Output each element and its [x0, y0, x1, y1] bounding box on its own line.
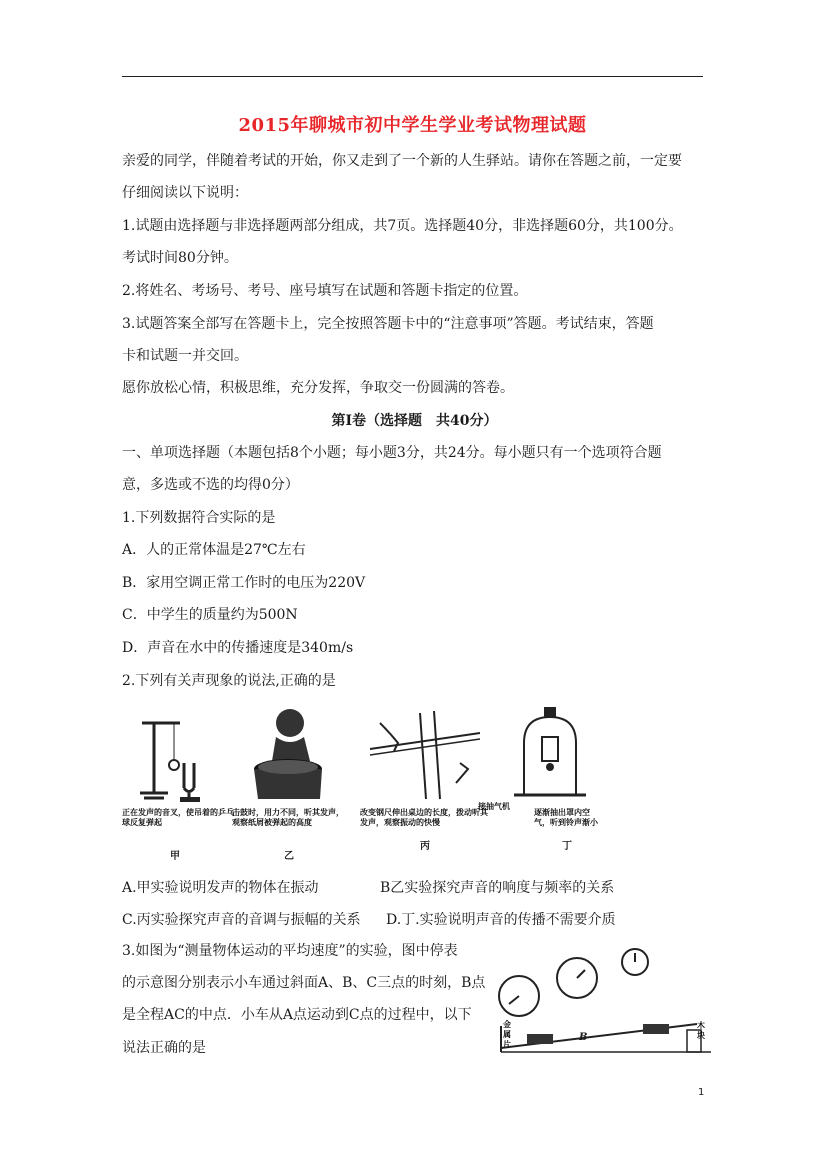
q2-figures — [122, 703, 598, 863]
figure-jia-caption: 正在发声的音叉，使吊着的乒乓球反复弹起 — [122, 807, 234, 827]
q2-option-c: C.丙实验探究声音的音调与振幅的关系 — [122, 912, 361, 928]
section-heading: 第Ⅰ卷（选择题 共40分） — [331, 413, 498, 429]
figure-bing-label: 丙 — [420, 841, 430, 852]
q2-option-d: D.丁.实验说明声音的传播不需要介质 — [386, 912, 616, 928]
q3-line-1: 3.如图为“测量物体运动的平均速度”的实验，图中停表 — [122, 943, 458, 959]
q3-line-3: 是全程AC的中点．小车从A点运动到C点的过程中，以下 — [122, 1007, 472, 1023]
drum-illustration — [232, 703, 352, 803]
intro-line-1: 亲爱的同学，伴随着考试的开始，你又走到了一个新的人生驿站。请你在答题之前，一定要 — [122, 153, 682, 169]
figure-ding-side-label: 接抽气机 — [478, 801, 510, 811]
bell-jar-illustration — [494, 703, 604, 803]
q1-option-c: C．中学生的质量约为500N — [122, 607, 298, 623]
q2-option-b: B乙实验探究声音的响度与频率的关系 — [380, 880, 615, 896]
part1-instruction-b: 意，多选或不选的均得0分） — [122, 477, 299, 493]
header-rule — [122, 76, 703, 77]
wood-block-label: 木块 — [697, 1020, 705, 1040]
ruler-illustration — [360, 703, 490, 803]
q3-line-2: 的示意图分别表示小车通过斜面A、B、C三点的时刻，B点 — [122, 975, 486, 991]
q3-figure — [497, 948, 715, 1063]
point-b-label: B — [579, 1032, 588, 1043]
instruction-1b: 考试时间80分钟。 — [122, 250, 238, 266]
instruction-1a: 1.试题由选择题与非选择题两部分组成，共7页。选择题40分，非选择题60分，共100分。 — [122, 218, 683, 234]
q1-option-a: A．人的正常体温是27℃左右 — [122, 542, 306, 558]
q3-line-4: 说法正确的是 — [122, 1040, 206, 1056]
figure-jia — [122, 703, 240, 863]
q1-option-d: D．声音在水中的传播速度是340m/s — [122, 640, 354, 656]
tuning-fork-illustration — [122, 703, 240, 803]
intro-line-2: 仔细阅读以下说明： — [122, 185, 248, 201]
figure-ding-caption: 逐渐抽出罩内空气，听到铃声渐小 — [534, 807, 598, 827]
page-number: 1 — [698, 1087, 705, 1098]
q1-option-b: B．家用空调正常工作时的电压为220V — [122, 575, 366, 591]
figure-yi — [232, 703, 352, 863]
figure-ding-label: 丁 — [562, 841, 572, 852]
figure-bing — [360, 703, 490, 863]
instruction-2: 2.将姓名、考场号、考号、座号填写在试题和答题卡指定的位置。 — [122, 283, 528, 299]
q1-stem: 1.下列数据符合实际的是 — [122, 510, 276, 526]
page-title: 2015年聊城市初中学生学业考试物理试题 — [238, 115, 587, 136]
figure-yi-caption: 击鼓时，用力不同，听其发声，观察纸屑被弹起的高度 — [232, 807, 344, 827]
metal-plate-label: 金属片 — [503, 1019, 511, 1049]
part1-instruction-a: 一、单项选择题（本题包括8个小题；每小题3分，共24分。每小题只有一个选项符合题 — [122, 445, 662, 461]
instruction-3b: 卡和试题一并交回。 — [122, 348, 248, 364]
figure-jia-label: 甲 — [170, 851, 180, 862]
figure-bing-caption: 改变钢尺伸出桌边的长度，拨动听其发声，观察振动的快慢 — [360, 807, 488, 827]
figure-ding — [478, 703, 604, 863]
instruction-3a: 3.试题答案全部写在答题卡上，完全按照答题卡中的“注意事项”答题。考试结束，答题 — [122, 316, 654, 332]
stopwatch-incline-illustration — [497, 948, 715, 1063]
q2-option-a: A.甲实验说明发声的物体在振动 — [122, 880, 319, 896]
q2-stem: 2.下列有关声现象的说法,正确的是 — [122, 673, 336, 689]
figure-yi-label: 乙 — [284, 851, 294, 862]
wish-line: 愿你放松心情，积极思维，充分发挥，争取交一份圆满的答卷。 — [122, 380, 514, 396]
